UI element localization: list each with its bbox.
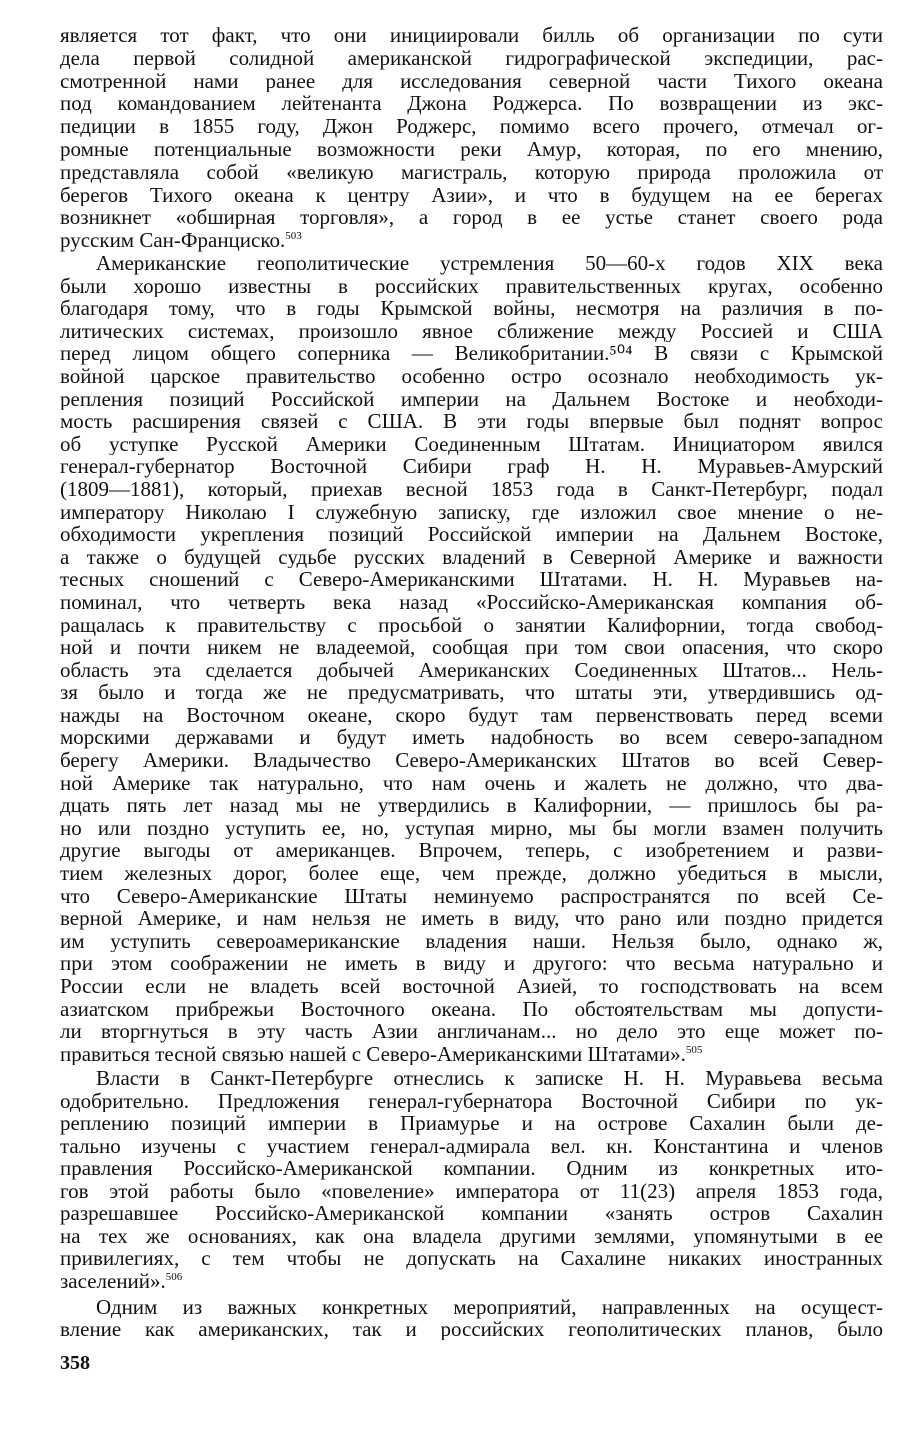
line-text: Одним из важных конкретных мероприятий, направленных на осущест- [96,1297,883,1319]
line-text: ной Америке так натурально, что нам очень и жалеть не должно, что два- [60,771,883,795]
text-line [60,410,883,433]
line-text: Американские геополитические устремления 50—60-х годов XIX века [96,252,883,275]
text-line [60,70,883,93]
line-text: ной и почти никем не владеемой, сообщая при том свои опасения, что скоро [60,636,883,659]
paragraph [60,1067,883,1292]
line-text: об уступке Русской Америки Соединенным Штатам. Инициатором явился [60,432,883,456]
line-text: зя было и тогда же не предусматривать, что штаты эти, утвердившись од- [60,681,883,704]
line-text: дела первой солидной американской гидрографической экспедиции, рас- [60,46,883,70]
line-text: возникнет «обширная торговля», а город в ее устье станет своего рода [60,206,883,230]
footnote-marker: 506 [165,1270,183,1283]
text-line [60,817,883,840]
line-text: одобрительно. Предложения генерал-губернатора Восточной Сибири по ук- [60,1089,883,1112]
text-line [60,1297,883,1319]
text-line [60,275,883,298]
text-line [60,1067,883,1090]
line-text: что Северо-Американские Штаты неминуемо распространятся по всей Се- [60,884,883,908]
text-line [60,1112,883,1135]
text-line [60,161,883,184]
text-line [60,501,883,524]
line-text: России если не владеть всей восточной Азией, то господствовать на всем [60,975,883,998]
text-line [60,862,883,885]
paragraph [60,252,883,1065]
line-text: войной царское правительство особенно остро осознало необходимость ук- [60,364,883,388]
line-text: представляла собой «великую магистраль, которую природа проложила от [60,160,883,184]
text-line [60,704,883,727]
line-text: дцать пять лет назад мы не утвердились в Калифорнии, — пришлось бы ра- [60,794,883,817]
line-text: берегу Америки. Владычество Северо-Американских Штатов во всей Север- [60,749,883,772]
line-text: Власти в Санкт-Петербурге отнеслись к записке Н. Н. Муравьева весьма [96,1067,883,1090]
text-line [60,1225,883,1248]
text-line [60,433,883,456]
text-line [60,184,883,207]
line-text: является тот факт, что они инициировали билль об организации по сути [60,24,883,47]
text-line [60,659,883,682]
text-line [60,1135,883,1158]
text-line [60,1202,883,1225]
text-line [60,614,883,637]
line-text: русским Сан-Франциско. [60,229,286,252]
text-line [60,636,883,659]
text-line [60,1180,883,1203]
line-text: привилегиях, с тем чтобы не допускать на Сахалине никаких иностранных [60,1247,883,1270]
line-text: тесных сношений с Северо-Американскими Штатами. Н. Н. Муравьев на- [60,568,883,591]
line-text: морскими державами и будут иметь надобность во всем северо-западном [60,726,883,750]
text-line [60,388,883,411]
line-text: область эта сделается добычей Американских Соединенных Штатов... Нель- [60,658,883,682]
text-line [60,115,883,138]
text-line [60,681,883,704]
text-line [60,1319,883,1341]
line-text: другие выгоды от американцев. Впрочем, теперь, с изобретением и разви- [60,839,883,863]
line-text: ли вторгнуться в эту часть Азии англичанам... но дело это еще может по- [60,1020,883,1043]
text-line [60,1090,883,1113]
line-text: (1809—1881), который, приехав весной 1853 года в Санкт-Петербург, подал [60,477,883,501]
text-line [60,24,883,47]
line-text: педиции в 1855 году, Джон Роджерс, помимо всего прочего, отмечал ог- [60,115,883,138]
line-text: на тех же основаниях, как она владела другими землями, упомянутыми в ее [60,1224,883,1247]
footnote-marker: 503 [285,230,302,243]
text-line [60,1270,883,1293]
text-line [60,794,883,817]
text-line [60,568,883,591]
line-text: берегов Тихого океана к центру Азии», и что в будущем на ее берегах [60,183,883,207]
text-line [60,47,883,70]
text-line [60,342,883,365]
line-text: азиатском прибрежьи Восточного океана. По обстоятельствам мы допусти- [60,997,883,1021]
line-text: смотренной нами ранее для исследования северной части Тихого океана [60,69,883,93]
line-text: а также о будущей судьбе русских владений в Северной Америке и важности [60,545,883,569]
line-text: им уступить североамериканские владения наши. Нельзя было, однако ж, [60,929,883,953]
text-line [60,252,883,275]
text-line [60,772,883,795]
text-line [60,320,883,343]
text-line [60,591,883,614]
line-text: благодаря тому, что в годы Крымской войны, несмотря на различия в по- [60,297,883,320]
text-line [60,1157,883,1180]
text-line [60,1247,883,1270]
line-text: перед лицом общего соперника — Великобритании.⁵⁰⁴ В связи с Крымской [60,342,883,365]
text-line [60,138,883,161]
line-text: под командованием лейтенанта Джона Роджерса. По возвращении из экс- [60,92,883,116]
paragraph [60,1297,883,1340]
line-text: гов этой работы было «повеление» императора от 11(23) апреля 1853 года, [60,1179,883,1202]
line-text: но или поздно уступить ее, но, уступая мирно, мы бы могли взамен получить [60,816,883,840]
line-text: были хорошо известны в российских правительственных кругах, особенно [60,274,883,298]
text-line [60,839,883,862]
line-text: обходимости укрепления позиций Российской империи на Дальнем Востоке, [60,523,883,546]
line-text: разрешавшее Российско-Американской компании «занять остров Сахалин [60,1202,883,1225]
line-text: правления Российско-Американской компании. Одним из конкретных ито- [60,1157,883,1180]
text-line [60,206,883,229]
text-line [60,546,883,569]
line-text: тием железных дорог, более еще, чем прежде, должно убедиться в мысли, [60,862,883,885]
text-line [60,523,883,546]
paragraph [60,24,883,252]
line-text: ромные потенциальные возможности реки Амур, которая, по его мнению, [60,137,883,161]
line-text: заселений». [60,1269,166,1292]
line-text: реплению позиций империи в Приамурье и на острове Сахалин были де- [60,1112,883,1135]
footnote-marker: 505 [685,1043,703,1056]
line-text: нажды на Восточном океане, скоро будут там первенствовать перед всеми [60,703,883,727]
line-text: императору Николаю I служебную записку, где изложил свое мнение о не- [60,500,883,524]
text-line [60,478,883,501]
text-line [60,749,883,772]
line-text: вление как американских, так и российских геополитических планов, было [60,1318,883,1340]
text-line [60,1043,883,1066]
line-text: мость расширения связей с США. В эти годы впервые был поднят вопрос [60,410,883,433]
line-text: репления позиций Российской империи на Дальнем Востоке и необходи- [60,387,883,411]
text-line [60,1020,883,1043]
text-line [60,998,883,1021]
line-text: поминал, что четверть века назад «Российско-Американская компания об- [60,590,883,614]
line-text: правиться тесной связью нашей с Северо-Американскими Штатами». [60,1042,686,1066]
line-text: литических системах, произошло явное сближение между Россией и США [60,319,883,343]
text-line [60,726,883,749]
text-line [60,297,883,320]
line-text: при этом соображении не иметь в виду и другого: что весьма натурально и [60,952,883,975]
text-line [60,365,883,388]
line-text: тально изучены с участием генерал-адмирала вел. кн. Константина и членов [60,1134,883,1157]
page-number: 358 [60,1352,90,1374]
text-line [60,455,883,478]
line-text: ращалась к правительству с просьбой о занятии Калифорнии, тогда свобод- [60,613,883,637]
text-line [60,930,883,953]
text-line [60,907,883,930]
text-line [60,975,883,998]
text-line [60,885,883,908]
line-text: генерал-губернатор Восточной Сибири граф Н. Н. Муравьев-Амурский [60,455,883,478]
text-line [60,92,883,115]
text-line [60,229,883,252]
line-text: верной Америке, и нам нельзя не иметь в виду, что рано или поздно придется [60,907,883,930]
text-line [60,952,883,975]
